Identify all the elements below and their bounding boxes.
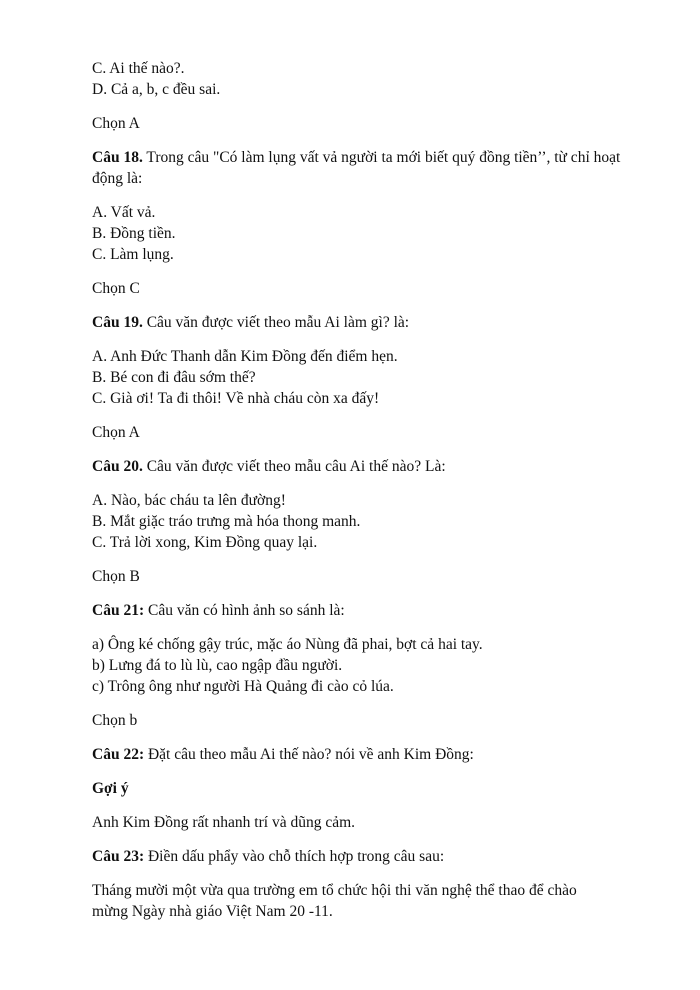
question-23-label: Câu 23:	[92, 848, 145, 865]
question-19-text: Câu văn được viết theo mẫu Ai làm gì? là:	[142, 314, 410, 331]
option: A. Nào, bác cháu ta lên đường!	[92, 492, 286, 509]
answer-18: Chọn C	[92, 280, 140, 297]
hint-label: Gợi ý	[92, 780, 129, 797]
answer-20: Chọn B	[92, 568, 140, 585]
option: C. Già ơi! Ta đi thôi! Về nhà cháu còn xa đấy!	[92, 390, 380, 407]
option: a) Ông ké chống gậy trúc, mặc áo Nùng đã phai, bợt cả hai tay.	[92, 636, 483, 653]
option: B. Bé con đi đâu sớm thế?	[92, 369, 256, 386]
hint-heading	[92, 778, 652, 799]
option: b) Lưng đá to lù lù, cao ngập đầu người.	[92, 657, 343, 674]
question-23	[92, 846, 652, 867]
document-page	[92, 58, 652, 935]
option: c) Trông ông như người Hà Quảng đi cào cỏ lúa.	[92, 678, 394, 695]
answer-21: Chọn b	[92, 712, 138, 729]
question-22-label: Câu 22:	[92, 746, 145, 763]
option: B. Đồng tiền.	[92, 225, 176, 242]
question-23-text: Điền dấu phẩy vào chỗ thích hợp trong câu sau:	[144, 848, 445, 865]
intro-options	[92, 58, 652, 100]
hint-text: Anh Kim Đồng rất nhanh trí và dũng cảm.	[92, 814, 356, 831]
question-21-text: Câu văn có hình ảnh so sánh là:	[144, 602, 345, 619]
question-18-options	[92, 202, 652, 265]
option: A. Vất vả.	[92, 204, 156, 221]
question-20-text: Câu văn được viết theo mẫu câu Ai thế nào? Là:	[142, 458, 446, 475]
option-c: C. Ai thế nào?.	[92, 60, 185, 77]
question-22	[92, 744, 652, 765]
option: C. Trả lời xong, Kim Đồng quay lại.	[92, 534, 318, 551]
question-18	[92, 147, 652, 189]
option: A. Anh Đức Thanh dẫn Kim Đồng đến điểm hẹn.	[92, 348, 398, 365]
option: C. Làm lụng.	[92, 246, 174, 263]
question-19	[92, 312, 652, 333]
answer-intro: Chọn A	[92, 115, 140, 132]
question-20-label: Câu 20.	[92, 458, 143, 475]
sentence-line: Tháng mười một vừa qua trường em tổ chức hội thi văn nghệ thể thao để chào	[92, 882, 577, 899]
answer-19: Chọn A	[92, 424, 140, 441]
question-23-sentence	[92, 880, 652, 922]
sentence-line: mừng Ngày nhà giáo Việt Nam 20 -11.	[92, 903, 333, 920]
question-20	[92, 456, 652, 477]
question-19-options	[92, 346, 652, 409]
question-20-options	[92, 490, 652, 553]
option-d: D. Cả a, b, c đều sai.	[92, 81, 221, 98]
question-22-text: Đặt câu theo mẫu Ai thế nào? nói về anh Kim Đồng:	[144, 746, 474, 763]
question-21	[92, 600, 652, 621]
question-18-label: Câu 18.	[92, 149, 143, 166]
question-19-label: Câu 19.	[92, 314, 143, 331]
question-18-text: Trong câu "Có làm lụng vất vả người ta mới biết quý đồng tiền’’, từ chỉ hoạt động là:	[92, 149, 621, 187]
question-21-options	[92, 634, 652, 697]
option: B. Mắt giặc tráo trưng mà hóa thong manh.	[92, 513, 361, 530]
question-21-label: Câu 21:	[92, 602, 145, 619]
